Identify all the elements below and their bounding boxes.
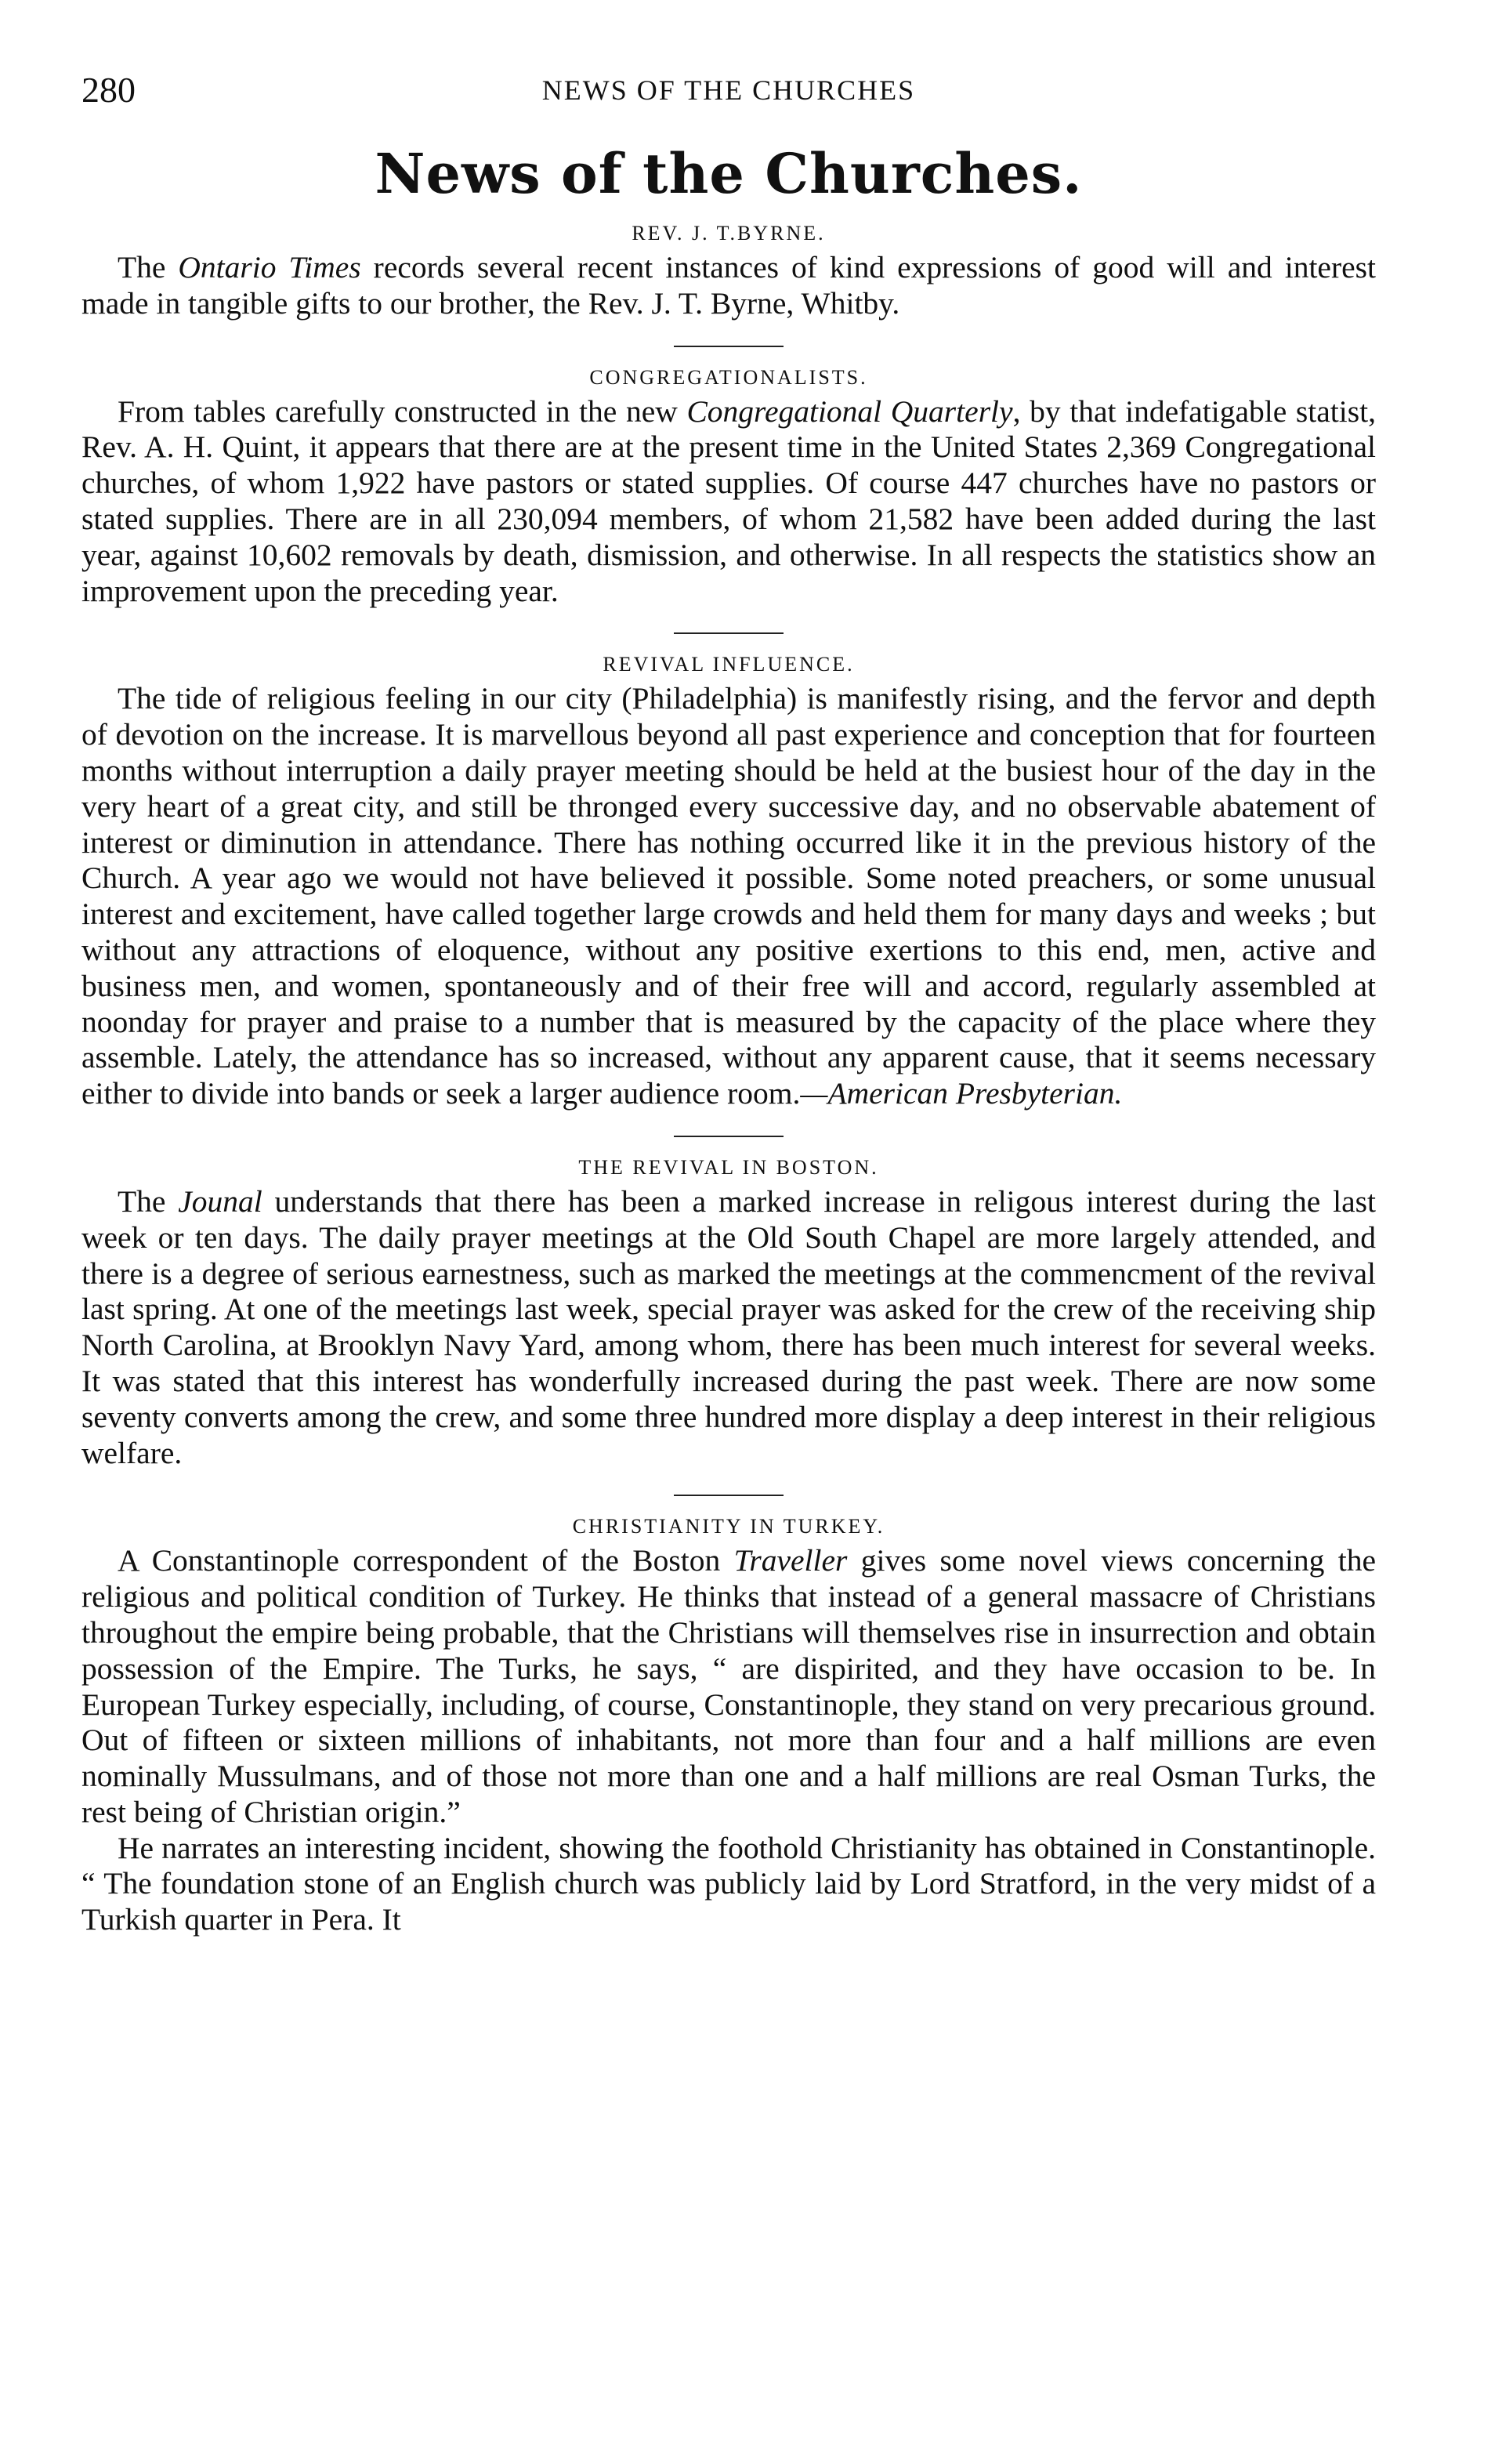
italic-text-run: Congregational Quarterly <box>686 393 1013 429</box>
masthead-title: News of the Churches. <box>375 141 1083 206</box>
section-heading: REVIVAL INFLUENCE. <box>603 653 855 676</box>
text-run: From tables carefully constructed in the new <box>118 393 687 429</box>
text-run: He narrates an interesting incident, showing the foothold Christianity has obtained in Constantinople. “ The foundation stone of an English church was publicly laid by Lord Stratford, in the very midst of a Turkish quarter in Pera. It <box>81 1830 1376 1937</box>
page <box>81 69 1376 1938</box>
italic-text-run: Jounal <box>178 1183 262 1219</box>
text-run: , by that indefatigable statist, Rev. A. H. Quint, it appears that there are at the present time in the United States 2,369 Congregational churches, of whom 1,922 have pastors or stated supplies. Of course 447 churches have no pastors or stated supplies. There are in all 230,094 members, of whom 21,582 have been added during the last year, against 10,602 removals by death, dismission, and otherwise. In all respects the statistics show an improvement upon the preceding year. <box>81 393 1376 608</box>
running-title: NEWS OF THE CHURCHES <box>541 74 916 106</box>
article-paragraph <box>81 1831 1376 1938</box>
italic-text-run: —American Presbyterian. <box>800 1076 1123 1111</box>
article-paragraph <box>81 681 1376 1112</box>
section-divider <box>674 346 784 347</box>
section-heading: CONGREGATIONALISTS. <box>589 365 868 389</box>
article-paragraph <box>81 1543 1376 1830</box>
section-divider <box>674 632 784 634</box>
article-section <box>81 222 1376 322</box>
section-divider <box>674 1136 784 1137</box>
text-run: gives some novel views concerning the religious and political condition of Turkey. He thinks that instead of a general massacre of Christians throughout the empire being probable, that the Christians will themselves rise in insurrection and obtain possession of the Empire. The Turks, he says, “ are dispirited, and they have occasion to be. In European Turkey especially, including, of course, Constantinople, they stand on very precarious ground. Out of fifteen or sixteen millions of inhabitants, not more than four and a half millions are even nominally Mussulmans, and of those not more than one and a half millions are real Osman Turks, the rest being of Christian origin.” <box>81 1543 1376 1829</box>
text-run: understands that there has been a marked increase in religous interest during the last week or ten days. The daily prayer meetings at the Old South Chapel are more largely attended, and there is a degree of serious earnestness, such as marked the meetings at the commencment of the revival last spring. At one of the meetings last week, special prayer was asked for the crew of the receiving ship North Carolina, at Brooklyn Navy Yard, among whom, there has been much interest for several weeks. It was stated that this interest has wonderfully increased during the past week. There are now some seventy converts among the crew, and some three hundred more display a deep interest in their religious welfare. <box>81 1183 1376 1470</box>
article-paragraph <box>81 250 1376 322</box>
page-number: 280 <box>81 70 136 110</box>
text-run: records several recent instances of kind expressions of good will and interest made in tangible gifts to our brother, the Rev. J. T. Byrne, Whitby. <box>81 250 1376 321</box>
article-section <box>81 366 1376 610</box>
section-heading: THE REVIVAL IN BOSTON. <box>578 1155 879 1179</box>
section-divider <box>674 1495 784 1496</box>
article-sections <box>81 222 1376 1938</box>
article-paragraph <box>81 394 1376 610</box>
article-paragraph <box>81 1184 1376 1471</box>
running-head <box>81 69 1376 116</box>
italic-text-run: Ontario Times <box>178 250 361 284</box>
article-section <box>81 1156 1376 1471</box>
italic-text-run: Traveller <box>733 1543 848 1578</box>
section-heading: REV. J. T.BYRNE. <box>632 222 826 245</box>
article-section <box>81 653 1376 1112</box>
text-run: A Constantinople correspondent of the Boston <box>118 1543 734 1578</box>
article-section <box>81 1515 1376 1938</box>
text-run: The <box>118 250 179 284</box>
text-run: The tide of religious feeling in our city (Philadelphia) is manifestly rising, and the fervor and depth of devotion on the increase. It is marvellous beyond all past experience and conception that for fourteen months without interruption a daily prayer meeting should be held at the busiest hour of the day in the very heart of a great city, and still be thronged every successive day, and no observable abatement of interest or diminution in attendance. There has nothing occurred like it in the previous history of the Church. A year ago we would not have believed it possible. Some noted preachers, or some unusual interest and excitement, have called together large crowds and held them for many days and weeks ; but without any attractions of eloquence, without any positive exertions to this end, men, active and business men, and women, spontaneously and of their free will and accord, regularly assembled at noonday for prayer and praise to a number that is measured by the capacity of the place where they assemble. Lately, the attendance has so increased, without any apparent cause, that it seems necessary either to divide into bands or seek a larger audience room. <box>81 681 1376 1111</box>
section-heading: CHRISTIANITY IN TURKEY. <box>572 1515 885 1538</box>
text-run: The <box>118 1183 179 1219</box>
